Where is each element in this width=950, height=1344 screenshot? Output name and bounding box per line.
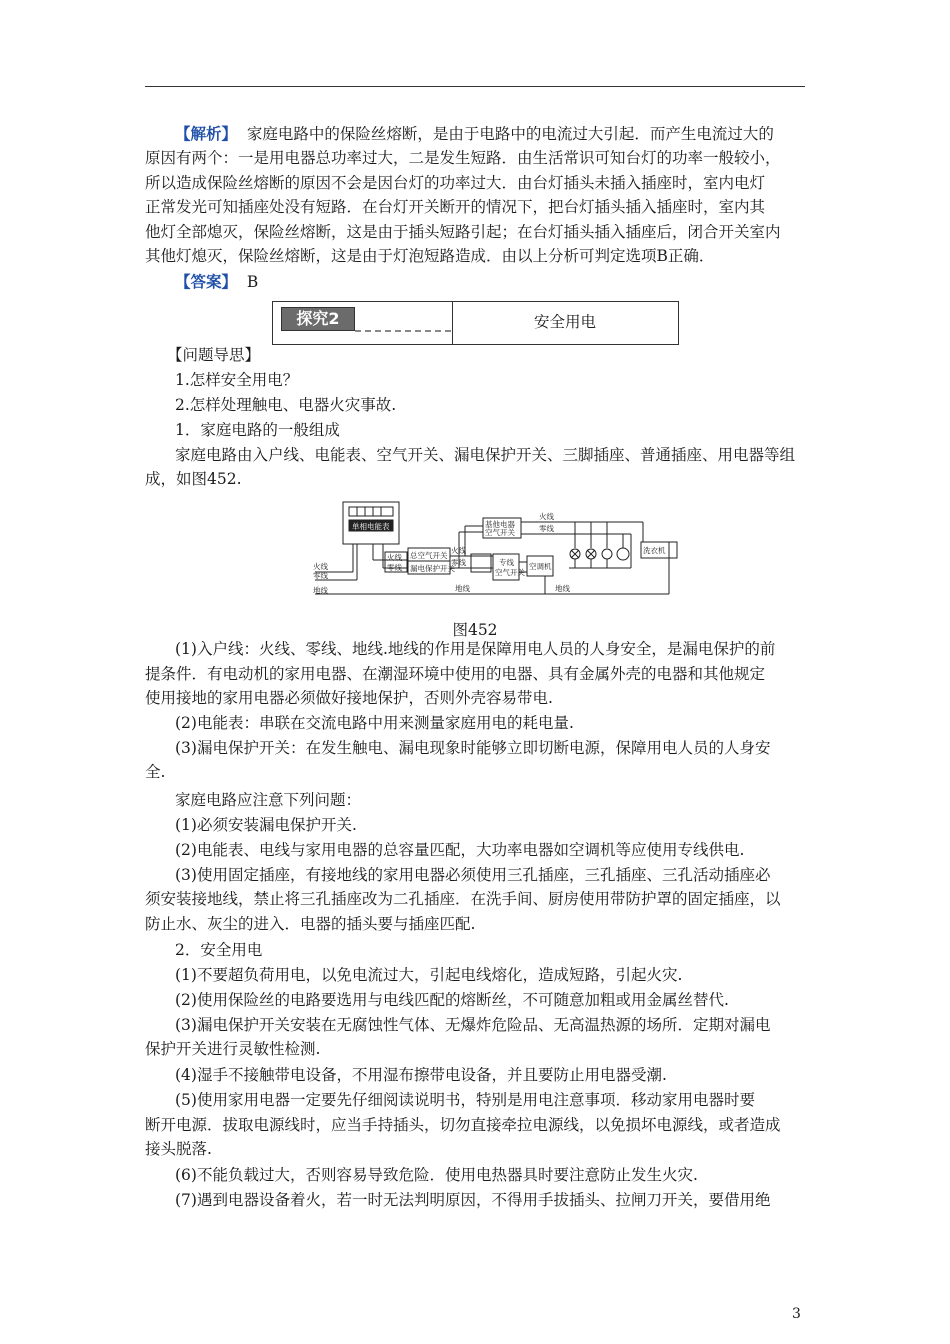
analysis-line-3: 所以造成保险丝熔断的原因不会是因台灯的功率过大．由台灯插头未插入插座时，室内电灯 (145, 174, 766, 192)
part2-line-3: (3)漏电保护开关安装在无腐蚀性气体、无爆炸危险品、无高温热源的场所．定期对漏电 (175, 1016, 771, 1034)
answer-tag: 【答案】 (175, 272, 238, 291)
svg-text:空气开关: 空气开关 (495, 568, 525, 577)
svg-text:零线: 零线 (313, 571, 328, 580)
answer-line (175, 270, 839, 295)
analysis-line-4: 正常发光可知插座处没有短路．在台灯开关断开的情况下，把台灯插头插入插座时，室内其 (145, 198, 766, 216)
item1-line-3: 使用接地的家用电器必须做好接地保护，否则外壳容易带电. (145, 689, 553, 707)
notes-line-1: (1)必须安装漏电保护开关. (175, 816, 357, 834)
svg-text:漏电保护开关: 漏电保护开关 (410, 564, 455, 573)
svg-text:火线: 火线 (539, 512, 554, 521)
item2-line: (2)电能表：串联在交流电路中用来测量家庭用电的耗电量. (175, 714, 574, 732)
svg-text:基他电器: 基他电器 (485, 520, 515, 529)
svg-text:专线: 专线 (499, 558, 514, 567)
item1-line-2: 提条件．有电动机的家用电器、在潮湿环境中使用的电器、具有金属外壳的电器和其他规定 (145, 665, 766, 683)
answer-value: B (246, 273, 259, 291)
page-number: 3 (792, 1306, 801, 1322)
svg-text:零线: 零线 (387, 563, 402, 572)
section-banner (272, 301, 679, 345)
part2-line-8: 接头脱落. (145, 1140, 212, 1158)
header-rule (145, 86, 805, 87)
svg-text:零线: 零线 (539, 524, 554, 533)
guide-q1: 1.怎样安全用电？ (175, 371, 299, 389)
guide-heading: 【问题导思】 (167, 346, 261, 364)
notes-line-5: 防止水、灰尘的进入．电器的插头要与插座匹配. (145, 915, 476, 933)
item3-line-1: (3)漏电保护开关：在发生触电、漏电现象时能够立即切断电源，保障用电人员的人身安 (175, 739, 771, 757)
figure-caption: 图452 (452, 621, 498, 639)
svg-text:洗衣机: 洗衣机 (643, 546, 666, 555)
part2-line-4: 保护开关进行灵敏性检测. (145, 1040, 321, 1058)
analysis-line-5: 他灯全部熄灭，保险丝熔断，这是由于插头短路引起；在台灯插头插入插座后，闭合开关室内 (145, 223, 781, 241)
section-badge: 探究2 (281, 307, 355, 331)
svg-text:地线: 地线 (313, 586, 328, 595)
meter-dial (349, 507, 393, 516)
svg-text:空调机: 空调机 (529, 562, 552, 571)
part1-heading: 1．家庭电路的一般组成 (175, 421, 340, 439)
svg-text:零线: 零线 (451, 558, 466, 567)
part2-heading: 2．安全用电 (175, 941, 263, 959)
notes-line-3: (3)使用固定插座，有接地线的家用电器必须使用三孔插座，三孔插座、三孔活动插座必 (175, 866, 771, 884)
circuit-diagram (313, 498, 687, 602)
notes-line-4: 须安装接地线，禁止将三孔插座改为二孔插座．在洗手间、厨房使用带防护罩的固定插座，以 (145, 890, 781, 908)
part2-line-1: (1)不要超负荷用电，以免电流过大，引起电线熔化，造成短路，引起火灾. (175, 966, 683, 984)
part1-intro-2: 成，如图452. (145, 470, 242, 488)
part2-line-5: (4)湿手不接触带电设备，不用湿布擦带电设备，并且要防止用电器受潮. (175, 1066, 667, 1084)
section-title: 安全用电 (533, 313, 596, 331)
svg-text:火线: 火线 (313, 562, 328, 571)
svg-text:地线: 地线 (455, 584, 470, 593)
section-dash (355, 330, 451, 332)
part1-intro-1: 家庭电路由入户线、电能表、空气开关、漏电保护开关、三脚插座、普通插座、用电器等组 (175, 446, 796, 464)
analysis-line-2: 原因有两个：一是用电器总功率过大，二是发生短路．由生活常识可知台灯的功率一般较小， (145, 149, 781, 167)
analysis-line-6: 其他灯熄灭，保险丝熔断，这是由于灯泡短路造成．由以上分析可判定选项B正确． (145, 247, 715, 265)
svg-text:火线: 火线 (387, 553, 402, 562)
item3-line-2: 全. (145, 763, 166, 781)
part2-line-10: (7)遇到电器设备着火，若一时无法判明原因，不得用手拔插头、拉闸刀开关，要借用绝 (175, 1191, 771, 1209)
notes-heading: 家庭电路应注意下列问题： (175, 791, 362, 809)
part2-line-9: (6)不能负载过大，否则容易导致危险．使用电热器具时要注意防止发生火灾. (175, 1166, 698, 1184)
guide-q2: 2.怎样处理触电、电器火灾事故. (175, 396, 397, 414)
notes-line-2: (2)电能表、电线与家用电器的总容量匹配，大功率电器如空调机等应使用专线供电. (175, 841, 745, 859)
svg-text:火线: 火线 (451, 546, 466, 555)
analysis-line-1: 【解析】 家庭电路中的保险丝熔断，是由于电路中的电流过大引起．而产生电流过大的 (175, 124, 774, 143)
svg-text:空气开关: 空气开关 (485, 528, 515, 537)
item1-line-1: (1)入户线：火线、零线、地线.地线的作用是保障用电人员的人身安全，是漏电保护的前 (175, 640, 776, 658)
svg-text:单相电能表: 单相电能表 (352, 522, 390, 531)
analysis-tag: 【解析】 (175, 124, 238, 143)
svg-text:总空气开关: 总空气开关 (410, 551, 448, 560)
part2-line-7: 断开电源．拔取电源线时，应当手持插头，切勿直接牵拉电源线，以免损坏电源线，或者造成 (145, 1116, 781, 1134)
part2-line-6: (5)使用家用电器一定要先仔细阅读说明书，特别是用电注意事项．移动家用电器时要 (175, 1091, 755, 1109)
svg-text:地线: 地线 (555, 584, 570, 593)
part2-line-2: (2)使用保险丝的电路要选用与电线匹配的熔断丝，不可随意加粗或用金属丝替代. (175, 991, 729, 1009)
